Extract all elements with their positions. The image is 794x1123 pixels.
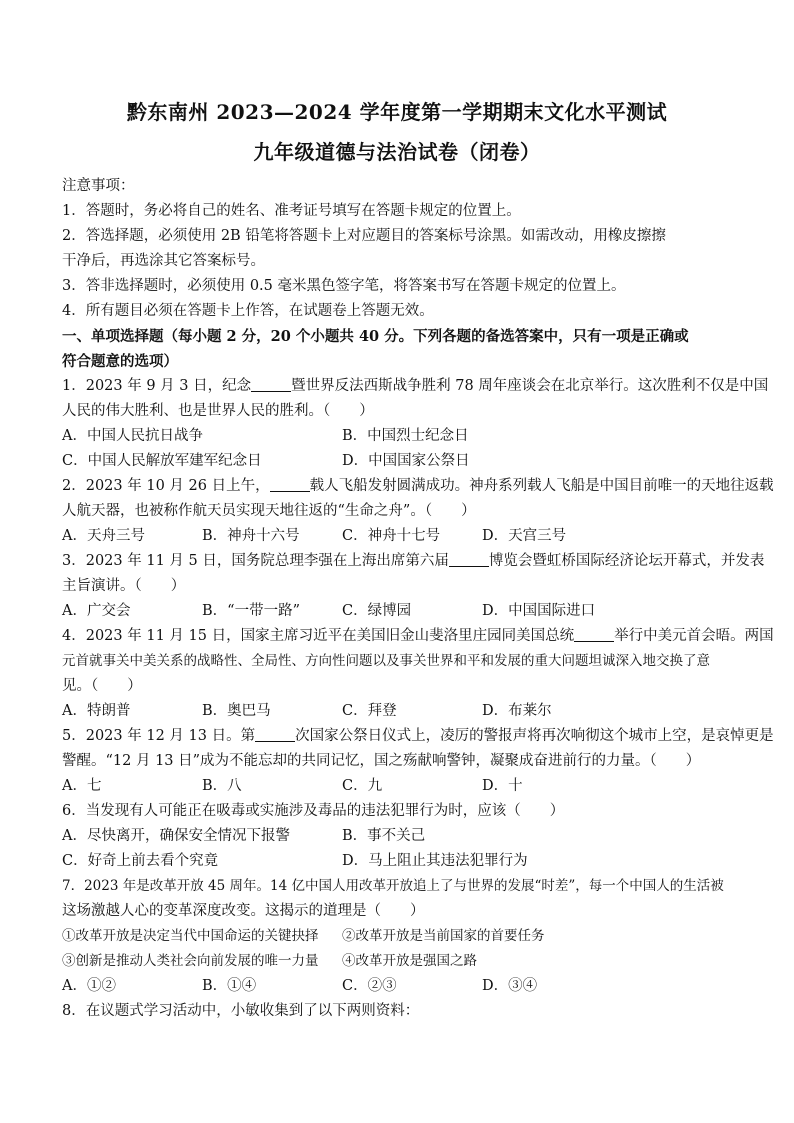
option-a: A．特朗普 — [62, 703, 131, 719]
q5-options — [62, 774, 742, 799]
q1-line2: 人民的伟大胜利、也是世界人民的胜利。（ ） — [62, 403, 374, 419]
exam-subtitle: 九年级道德与法治试卷（闭卷） — [253, 140, 541, 164]
note-item: 3．答非选择题时，必须使用 0.5 毫米黑色签字笔，将答案书写在答题卡规定的位置上。 — [62, 278, 626, 294]
q4-line2: 元首就事关中美关系的战略性、全局性、方向性问题以及事关世界和平和发展的重大问题坦诚深入地交换了意 — [62, 653, 710, 669]
q3-options — [62, 599, 742, 624]
option-c: C．神舟十七号 — [342, 528, 441, 544]
statement-4: ④改革开放是强国之路 — [342, 953, 477, 969]
answer-blank — [574, 625, 614, 642]
q4-text-b: 举行中美元首会晤。两国 — [614, 628, 774, 644]
option-d: D．布莱尔 — [482, 703, 552, 719]
q2-options — [62, 524, 742, 549]
q4-options — [62, 699, 742, 724]
question-6: 6．当发现有人可能正在吸毒或实施涉及毒品的违法犯罪行为时，应该（ ） — [62, 803, 565, 819]
option-c: C．②③ — [342, 978, 397, 994]
option-b: B．事不关己 — [342, 828, 426, 844]
q2-line2: 人航天器，也被称作航天员实现天地往返的“生命之舟”。（ ） — [62, 503, 476, 519]
q7-options — [62, 974, 742, 999]
q2-text-b: 载人飞船发射圆满成功。神舟系列载人飞船是中国目前唯一的天地往返载 — [309, 478, 774, 494]
option-a: A．广交会 — [62, 603, 131, 619]
option-a: A．①② — [62, 978, 116, 994]
exam-title: 黔东南州 2023—2024 学年度第一学期期末文化水平测试 — [126, 100, 668, 124]
option-d: D．中国国际进口 — [482, 603, 596, 619]
q7-statements-row2 — [62, 949, 742, 974]
option-a: A．七 — [62, 778, 102, 794]
section-heading-cont: 符合题意的选项） — [62, 353, 178, 370]
q5-line2: 警醒。“12 月 13 日”成为不能忘却的共同记忆，国之殇献响警钟，凝聚成奋进前行的力量。（ ） — [62, 753, 701, 769]
q1-text-b: 暨世界反法西斯战争胜利 78 周年座谈会在北京举行。这次胜利不仅是中国 — [291, 378, 769, 394]
q4-line3: 见。（ ） — [62, 678, 142, 694]
question-7: 7．2023 年是改革开放 45 周年。14 亿中国人用改革开放追上了与世界的发展“时差”，每一个中国人的生活被 — [62, 878, 724, 894]
option-a: A．中国人民抗日战争 — [62, 428, 203, 444]
q6-options-row1 — [62, 824, 742, 849]
q6-options-row2 — [62, 849, 742, 874]
statement-3: ③创新是推动人类社会向前发展的唯一力量 — [62, 953, 319, 969]
option-c: C．中国人民解放军建军纪念日 — [62, 453, 262, 469]
option-b: B．①④ — [202, 978, 257, 994]
option-c: C．绿博园 — [342, 603, 412, 619]
question-3 — [62, 549, 765, 574]
q2-text-a: 2．2023 年 10 月 26 日上午， — [62, 478, 270, 494]
option-d: D．中国国家公祭日 — [342, 453, 470, 469]
q3-text-b: 博览会暨虹桥国际经济论坛开幕式，并发表 — [488, 553, 765, 569]
option-c: C．九 — [342, 778, 383, 794]
exam-body — [62, 174, 774, 1024]
option-d: D．天宫三号 — [482, 528, 567, 544]
q3-line2: 主旨演讲。（ ） — [62, 578, 186, 594]
notes-heading: 注意事项： — [62, 178, 135, 194]
option-a: A．天舟三号 — [62, 528, 145, 544]
option-b: B．神舟十六号 — [202, 528, 300, 544]
option-b: B．中国烈士纪念日 — [342, 428, 469, 444]
note-item: 2．答选择题，必须使用 2B 铅笔将答题卡上对应题目的答案标号涂黑。如需改动，用橡皮擦擦 — [62, 228, 666, 244]
q1-options-row2 — [62, 449, 742, 474]
q7-statements-row1 — [62, 924, 742, 949]
option-b: B．“一带一路” — [202, 603, 300, 619]
q5-text-b: 次国家公祭日仪式上，凌厉的警报声将再次响彻这个城市上空，是哀悼更是 — [295, 728, 774, 744]
option-d: D．马上阻止其违法犯罪行为 — [342, 853, 528, 869]
answer-blank — [251, 375, 291, 392]
option-d: D．十 — [482, 778, 523, 794]
note-item: 1．答题时，务必将自己的姓名、准考证号填写在答题卡规定的位置上。 — [62, 203, 521, 219]
section-heading: 一、单项选择题（每小题 2 分，20 个小题共 40 分。下列各题的备选答案中，只有一项是正确或 — [62, 328, 689, 345]
option-b: B．奥巴马 — [202, 703, 271, 719]
question-2 — [62, 474, 774, 499]
q7-line2: 这场激越人心的变革深度改变。这揭示的道理是（ ） — [62, 903, 425, 919]
option-a: A．尽快离开，确保安全情况下报警 — [62, 828, 290, 844]
note-item: 干净后，再选涂其它答案标号。 — [62, 253, 265, 269]
question-1 — [62, 374, 769, 399]
q3-text-a: 3．2023 年 11 月 5 日，国务院总理李强在上海出席第六届 — [62, 553, 449, 569]
statement-2: ②改革开放是当前国家的首要任务 — [342, 928, 545, 944]
q4-text-a: 4．2023 年 11 月 15 日，国家主席习近平在美国旧金山斐洛里庄园同美国总统 — [62, 628, 575, 644]
answer-blank — [449, 550, 489, 567]
question-4 — [62, 624, 774, 649]
option-c: C．好奇上前去看个究竟 — [62, 853, 219, 869]
q1-options-row1 — [62, 424, 742, 449]
question-8: 8．在议题式学习活动中，小敏收集到了以下两则资料： — [62, 1003, 420, 1019]
option-c: C．拜登 — [342, 703, 397, 719]
statement-1: ①改革开放是决定当代中国命运的关键抉择 — [62, 928, 319, 944]
note-item: 4．所有题目必须在答题卡上作答，在试题卷上答题无效。 — [62, 303, 434, 319]
question-5 — [62, 724, 774, 749]
q5-text-a: 5．2023 年 12 月 13 日。第 — [62, 728, 256, 744]
q1-text-a: 1．2023 年 9 月 3 日，纪念 — [62, 378, 252, 394]
answer-blank — [255, 725, 295, 742]
option-b: B．八 — [202, 778, 242, 794]
answer-blank — [270, 475, 310, 492]
option-d: D．③④ — [482, 978, 538, 994]
